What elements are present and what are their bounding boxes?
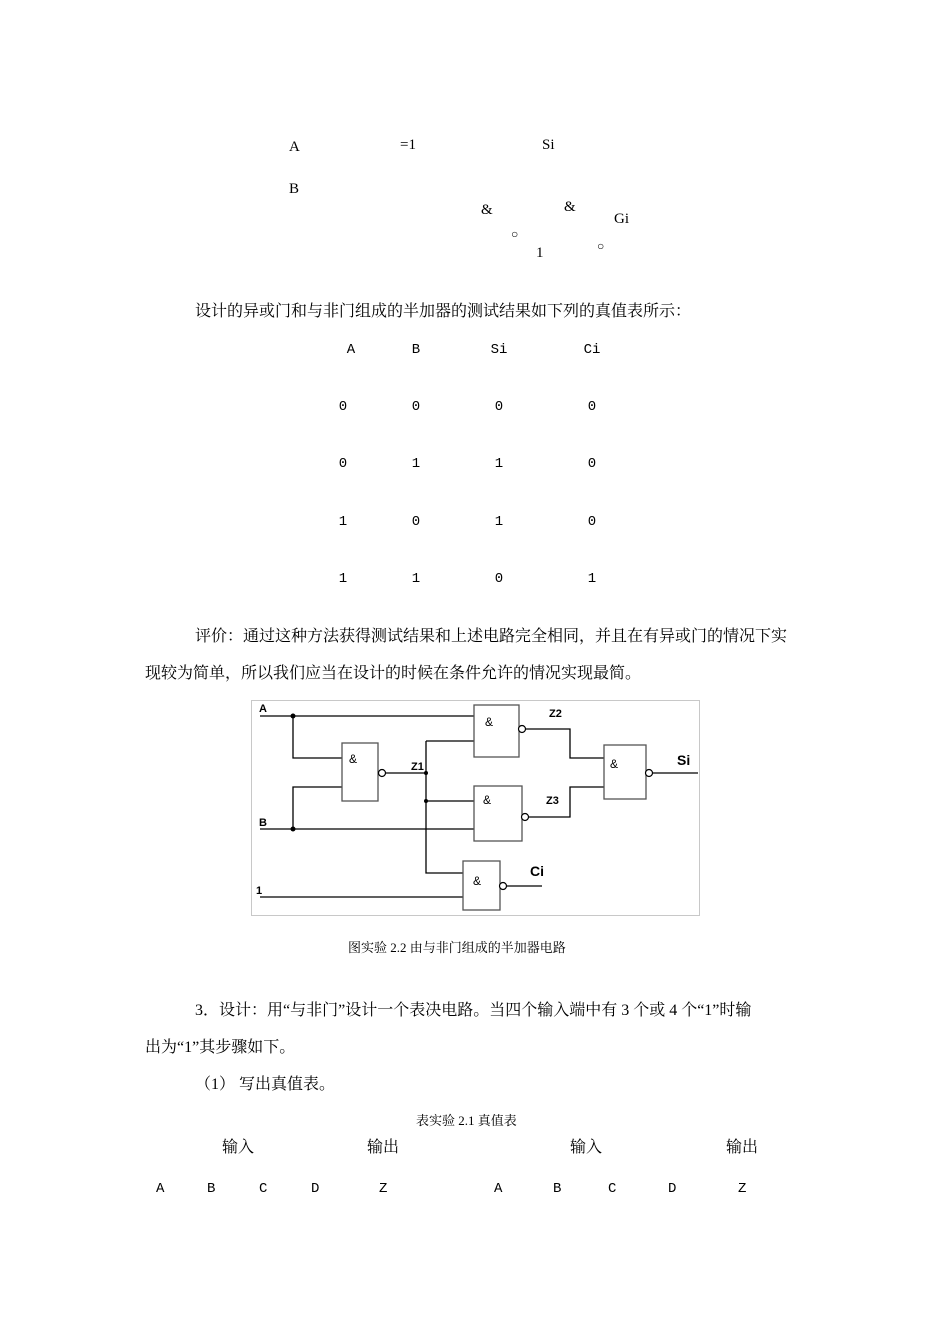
- circuit-input-b: B: [259, 817, 267, 829]
- junction-dot: [424, 771, 428, 775]
- not-bubble-icon: [500, 883, 507, 890]
- wire-a-to-g1: [293, 716, 342, 758]
- table-cell: 0: [587, 514, 597, 530]
- column-header: B: [553, 1181, 562, 1197]
- evaluation-line-1: 评价：通过这种方法获得测试结果和上述电路完全相同，并且在有异或门的情况下实: [195, 628, 788, 645]
- label-ci: Ci: [530, 863, 544, 879]
- constant-one-label: 1: [536, 245, 544, 261]
- column-header: C: [259, 1181, 268, 1197]
- junction-dot: [424, 799, 428, 803]
- table-cell: 1: [494, 456, 504, 472]
- column-header: B: [207, 1181, 216, 1197]
- section3-line-2: 出为“1”其步骤如下。: [145, 1039, 296, 1056]
- table-cell: 1: [494, 514, 504, 530]
- group-header-output: 输出: [367, 1139, 400, 1156]
- intro-sentence: 设计的异或门和与非门组成的半加器的测试结果如下列的真值表所示：: [195, 303, 692, 320]
- table-cell: 1: [587, 571, 597, 587]
- nand-gate-g2: [474, 705, 519, 757]
- group-header-output: 输出: [726, 1139, 759, 1156]
- column-header: A: [156, 1181, 165, 1197]
- not-bubble-icon: ○: [511, 227, 519, 241]
- table-caption: 表实验 2.1 真值表: [416, 1113, 517, 1128]
- wire-z3: [528, 787, 604, 817]
- nand-gate-g4: [463, 861, 500, 910]
- input-a-label: A: [289, 139, 300, 155]
- not-bubble-icon: [379, 770, 386, 777]
- not-bubble-icon: [519, 726, 526, 733]
- gate-symbol: &: [349, 752, 358, 766]
- table-header: A: [346, 342, 356, 358]
- column-header: Z: [738, 1181, 747, 1197]
- xor-gate-label: =1: [400, 137, 416, 153]
- table-cell: 1: [338, 571, 348, 587]
- output-si-label: Si: [542, 137, 555, 153]
- gate-symbol: &: [610, 757, 619, 771]
- table-header: B: [411, 342, 421, 358]
- wire-z1-bus: [426, 741, 463, 873]
- table-cell: 0: [587, 399, 597, 415]
- not-bubble-icon: [522, 814, 529, 821]
- figure-caption: 图实验 2.2 由与非门组成的半加器电路: [348, 940, 566, 955]
- column-header: Z: [379, 1181, 388, 1197]
- group-header-input: 输入: [570, 1139, 603, 1156]
- junction-dot: [291, 714, 296, 719]
- label-si: Si: [677, 752, 691, 768]
- gate-symbol: &: [485, 715, 494, 729]
- evaluation-line-2: 现较为简单，所以我们应当在设计的时候在条件允许的情况实现最简。: [145, 665, 642, 682]
- table-cell: 0: [411, 399, 421, 415]
- nand-gate-g3: [474, 786, 522, 841]
- section3-line-1: 3．设计：用“与非门”设计一个表决电路。当四个输入端中有 3 个或 4 个“1”时输: [195, 1002, 752, 1019]
- nand-gate-g5: [604, 745, 646, 799]
- table-cell: 0: [338, 399, 348, 415]
- wire-z2: [524, 729, 604, 758]
- table-header: Si: [490, 342, 508, 358]
- table-cell: 1: [338, 514, 348, 530]
- gate-symbol: &: [473, 874, 482, 888]
- output-gi-label: Gi: [614, 211, 629, 227]
- gate-symbol: &: [483, 793, 492, 807]
- and-gate-label-1: &: [481, 202, 493, 218]
- table-header: Ci: [583, 342, 601, 358]
- and-gate-label-2: &: [564, 199, 576, 215]
- label-z2: Z2: [549, 708, 562, 720]
- step-1: （1） 写出真值表。: [195, 1076, 336, 1093]
- nand-half-adder-circuit: [251, 700, 700, 916]
- column-header: C: [608, 1181, 617, 1197]
- label-z3: Z3: [546, 795, 559, 807]
- group-header-input: 输入: [222, 1139, 255, 1156]
- wire-b-to-g1: [293, 787, 342, 829]
- column-header: D: [668, 1181, 677, 1197]
- nand-gate-g1: [342, 743, 378, 801]
- label-z1: Z1: [411, 761, 424, 773]
- column-header: A: [494, 1181, 503, 1197]
- table-cell: 0: [587, 456, 597, 472]
- circuit-input-a: A: [259, 703, 267, 715]
- junction-dot: [291, 827, 296, 832]
- table-cell: 0: [494, 399, 504, 415]
- not-bubble-icon: ○: [597, 239, 605, 253]
- table-cell: 1: [411, 456, 421, 472]
- table-cell: 0: [338, 456, 348, 472]
- table-cell: 0: [494, 571, 504, 587]
- not-bubble-icon: [646, 770, 653, 777]
- input-b-label: B: [289, 181, 300, 197]
- circuit-input-one: 1: [256, 885, 263, 897]
- table-cell: 0: [411, 514, 421, 530]
- table-cell: 1: [411, 571, 421, 587]
- column-header: D: [311, 1181, 320, 1197]
